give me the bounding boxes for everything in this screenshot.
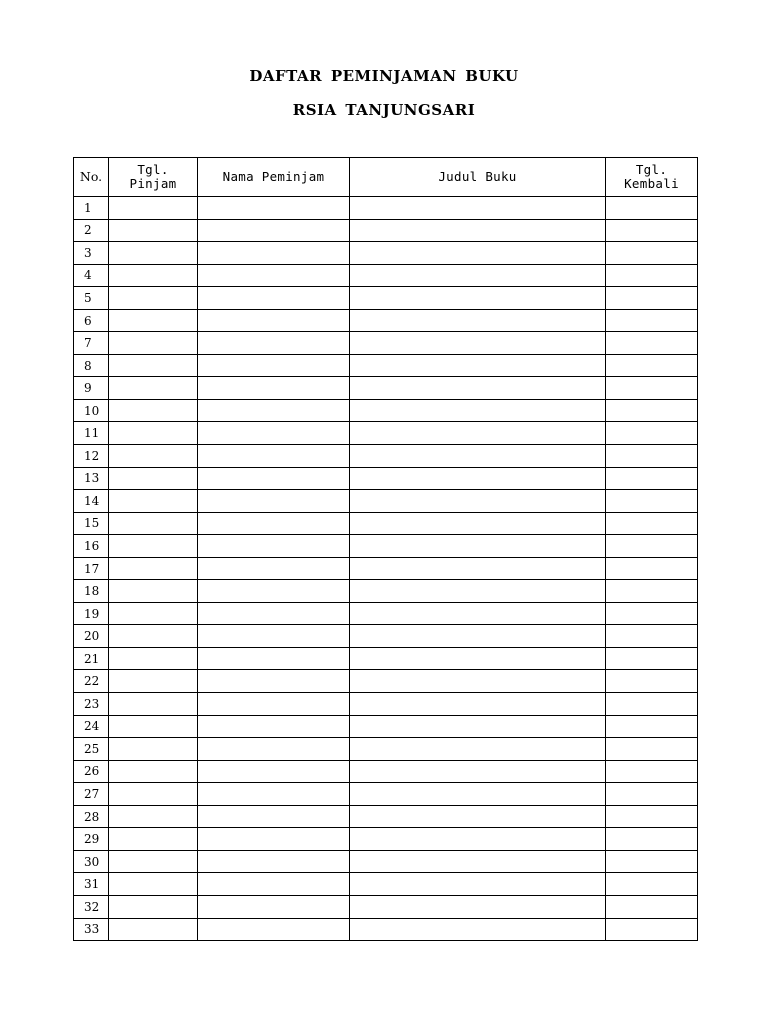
- cell-tgl-pinjam[interactable]: [109, 512, 198, 535]
- cell-tgl-kembali[interactable]: [606, 828, 698, 851]
- cell-tgl-pinjam[interactable]: [109, 918, 198, 941]
- cell-judul-buku[interactable]: [350, 197, 606, 220]
- table-row: [74, 557, 698, 580]
- row-number: 3: [74, 242, 109, 265]
- row-number: 10: [74, 399, 109, 422]
- cell-tgl-kembali[interactable]: [606, 422, 698, 445]
- cell-nama-peminjam[interactable]: [198, 264, 350, 287]
- cell-tgl-pinjam[interactable]: [109, 264, 198, 287]
- cell-judul-buku[interactable]: [350, 287, 606, 310]
- table-row: [74, 895, 698, 918]
- cell-judul-buku[interactable]: [350, 399, 606, 422]
- cell-nama-peminjam[interactable]: [198, 197, 350, 220]
- header-no: No.: [74, 158, 109, 197]
- cell-tgl-kembali[interactable]: [606, 783, 698, 806]
- cell-nama-peminjam[interactable]: [198, 354, 350, 377]
- table-row: [74, 490, 698, 513]
- cell-judul-buku[interactable]: [350, 805, 606, 828]
- cell-tgl-pinjam[interactable]: [109, 850, 198, 873]
- table-row: [74, 602, 698, 625]
- row-number: 12: [74, 445, 109, 468]
- table-row: [74, 805, 698, 828]
- row-number: 24: [74, 715, 109, 738]
- cell-tgl-pinjam[interactable]: [109, 219, 198, 242]
- cell-nama-peminjam[interactable]: [198, 399, 350, 422]
- table-row: [74, 873, 698, 896]
- table-row: [74, 287, 698, 310]
- cell-nama-peminjam[interactable]: [198, 422, 350, 445]
- cell-tgl-kembali[interactable]: [606, 715, 698, 738]
- cell-tgl-kembali[interactable]: [606, 512, 698, 535]
- cell-tgl-pinjam[interactable]: [109, 602, 198, 625]
- cell-nama-peminjam[interactable]: [198, 467, 350, 490]
- row-number: 26: [74, 760, 109, 783]
- cell-tgl-pinjam[interactable]: [109, 467, 198, 490]
- header-tgl-kembali: [606, 158, 698, 197]
- table-row: [74, 264, 698, 287]
- cell-tgl-pinjam[interactable]: [109, 535, 198, 558]
- row-number: 17: [74, 557, 109, 580]
- cell-tgl-pinjam[interactable]: [109, 738, 198, 761]
- row-number: 27: [74, 783, 109, 806]
- cell-nama-peminjam[interactable]: [198, 693, 350, 716]
- row-number: 18: [74, 580, 109, 603]
- cell-nama-peminjam[interactable]: [198, 850, 350, 873]
- cell-nama-peminjam[interactable]: [198, 918, 350, 941]
- table-row: [74, 377, 698, 400]
- cell-tgl-pinjam[interactable]: [109, 873, 198, 896]
- cell-judul-buku[interactable]: [350, 625, 606, 648]
- table-row: [74, 625, 698, 648]
- cell-nama-peminjam[interactable]: [198, 715, 350, 738]
- cell-tgl-kembali[interactable]: [606, 625, 698, 648]
- table-row: [74, 850, 698, 873]
- row-number: 31: [74, 873, 109, 896]
- row-number: 1: [74, 197, 109, 220]
- cell-tgl-pinjam[interactable]: [109, 287, 198, 310]
- cell-judul-buku[interactable]: [350, 490, 606, 513]
- cell-nama-peminjam[interactable]: [198, 895, 350, 918]
- cell-tgl-kembali[interactable]: [606, 467, 698, 490]
- table-row: [74, 467, 698, 490]
- cell-tgl-pinjam[interactable]: [109, 354, 198, 377]
- cell-nama-peminjam[interactable]: [198, 580, 350, 603]
- row-number: 7: [74, 332, 109, 355]
- cell-tgl-pinjam[interactable]: [109, 332, 198, 355]
- cell-tgl-pinjam[interactable]: [109, 828, 198, 851]
- cell-tgl-kembali[interactable]: [606, 242, 698, 265]
- cell-tgl-kembali[interactable]: [606, 670, 698, 693]
- table-row: [74, 242, 698, 265]
- cell-tgl-pinjam[interactable]: [109, 670, 198, 693]
- cell-tgl-kembali[interactable]: [606, 287, 698, 310]
- row-number: 13: [74, 467, 109, 490]
- cell-tgl-pinjam[interactable]: [109, 399, 198, 422]
- cell-nama-peminjam[interactable]: [198, 535, 350, 558]
- cell-tgl-kembali[interactable]: [606, 535, 698, 558]
- cell-tgl-kembali[interactable]: [606, 332, 698, 355]
- header-tgl-pinjam: [109, 158, 198, 197]
- table-body: [74, 197, 698, 941]
- table-row: [74, 715, 698, 738]
- cell-nama-peminjam[interactable]: [198, 647, 350, 670]
- row-number: 32: [74, 895, 109, 918]
- cell-nama-peminjam[interactable]: [198, 625, 350, 648]
- header-tgl-pinjam-line2: Pinjam: [129, 176, 177, 191]
- cell-tgl-pinjam[interactable]: [109, 490, 198, 513]
- cell-nama-peminjam[interactable]: [198, 332, 350, 355]
- cell-tgl-pinjam[interactable]: [109, 242, 198, 265]
- row-number: 29: [74, 828, 109, 851]
- cell-judul-buku[interactable]: [350, 242, 606, 265]
- table-row: [74, 647, 698, 670]
- row-number: 33: [74, 918, 109, 941]
- cell-tgl-kembali[interactable]: [606, 309, 698, 332]
- cell-tgl-pinjam[interactable]: [109, 557, 198, 580]
- cell-nama-peminjam[interactable]: [198, 828, 350, 851]
- table-row: [74, 422, 698, 445]
- row-number: 14: [74, 490, 109, 513]
- table-row: [74, 332, 698, 355]
- cell-tgl-kembali[interactable]: [606, 693, 698, 716]
- cell-judul-buku[interactable]: [350, 873, 606, 896]
- cell-judul-buku[interactable]: [350, 647, 606, 670]
- table-row: [74, 760, 698, 783]
- cell-judul-buku[interactable]: [350, 557, 606, 580]
- table-header-row: [74, 158, 698, 197]
- cell-judul-buku[interactable]: [350, 264, 606, 287]
- cell-nama-peminjam[interactable]: [198, 783, 350, 806]
- table-row: [74, 738, 698, 761]
- cell-judul-buku[interactable]: [350, 219, 606, 242]
- cell-tgl-pinjam[interactable]: [109, 625, 198, 648]
- table-row: [74, 783, 698, 806]
- cell-tgl-pinjam[interactable]: [109, 197, 198, 220]
- cell-judul-buku[interactable]: [350, 377, 606, 400]
- cell-judul-buku[interactable]: [350, 760, 606, 783]
- cell-tgl-kembali[interactable]: [606, 918, 698, 941]
- cell-nama-peminjam[interactable]: [198, 445, 350, 468]
- row-number: 4: [74, 264, 109, 287]
- table-row: [74, 309, 698, 332]
- table-row: [74, 580, 698, 603]
- cell-tgl-kembali[interactable]: [606, 760, 698, 783]
- table-row: [74, 354, 698, 377]
- header-tgl-kembali-line2: Kembali: [624, 176, 679, 191]
- row-number: 19: [74, 602, 109, 625]
- cell-judul-buku[interactable]: [350, 309, 606, 332]
- table-row: [74, 512, 698, 535]
- cell-judul-buku[interactable]: [350, 738, 606, 761]
- cell-judul-buku[interactable]: [350, 467, 606, 490]
- cell-judul-buku[interactable]: [350, 693, 606, 716]
- cell-nama-peminjam[interactable]: [198, 670, 350, 693]
- cell-tgl-pinjam[interactable]: [109, 377, 198, 400]
- cell-nama-peminjam[interactable]: [198, 760, 350, 783]
- row-number: 9: [74, 377, 109, 400]
- cell-judul-buku[interactable]: [350, 512, 606, 535]
- cell-tgl-kembali[interactable]: [606, 580, 698, 603]
- table-row: [74, 219, 698, 242]
- cell-judul-buku[interactable]: [350, 580, 606, 603]
- cell-tgl-kembali[interactable]: [606, 647, 698, 670]
- cell-tgl-pinjam[interactable]: [109, 895, 198, 918]
- header-tgl-pinjam-line1: Tgl.: [137, 162, 169, 177]
- cell-nama-peminjam[interactable]: [198, 377, 350, 400]
- table-row: [74, 197, 698, 220]
- header-tgl-kembali-line1: Tgl.: [635, 162, 668, 177]
- cell-judul-buku[interactable]: [350, 332, 606, 355]
- cell-tgl-kembali[interactable]: [606, 445, 698, 468]
- row-number: 11: [74, 422, 109, 445]
- cell-tgl-pinjam[interactable]: [109, 783, 198, 806]
- row-number: 5: [74, 287, 109, 310]
- table-row: [74, 670, 698, 693]
- cell-tgl-pinjam[interactable]: [109, 580, 198, 603]
- row-number: 2: [74, 219, 109, 242]
- cell-tgl-kembali[interactable]: [606, 850, 698, 873]
- cell-tgl-kembali[interactable]: [606, 602, 698, 625]
- cell-tgl-kembali[interactable]: [606, 399, 698, 422]
- cell-tgl-kembali[interactable]: [606, 490, 698, 513]
- cell-judul-buku[interactable]: [350, 535, 606, 558]
- cell-nama-peminjam[interactable]: [198, 738, 350, 761]
- cell-tgl-kembali[interactable]: [606, 873, 698, 896]
- cell-tgl-kembali[interactable]: [606, 219, 698, 242]
- row-number: 21: [74, 647, 109, 670]
- cell-tgl-pinjam[interactable]: [109, 445, 198, 468]
- cell-nama-peminjam[interactable]: [198, 242, 350, 265]
- cell-nama-peminjam[interactable]: [198, 557, 350, 580]
- cell-tgl-kembali[interactable]: [606, 805, 698, 828]
- cell-judul-buku[interactable]: [350, 670, 606, 693]
- cell-tgl-kembali[interactable]: [606, 738, 698, 761]
- cell-judul-buku[interactable]: [350, 602, 606, 625]
- row-number: 30: [74, 850, 109, 873]
- cell-judul-buku[interactable]: [350, 715, 606, 738]
- cell-nama-peminjam[interactable]: [198, 805, 350, 828]
- table-row: [74, 399, 698, 422]
- cell-tgl-kembali[interactable]: [606, 264, 698, 287]
- cell-tgl-pinjam[interactable]: [109, 693, 198, 716]
- cell-tgl-pinjam[interactable]: [109, 309, 198, 332]
- cell-tgl-pinjam[interactable]: [109, 805, 198, 828]
- row-number: 20: [74, 625, 109, 648]
- row-number: 25: [74, 738, 109, 761]
- header-nama-peminjam: Nama Peminjam: [198, 158, 350, 197]
- cell-tgl-pinjam[interactable]: [109, 647, 198, 670]
- row-number: 23: [74, 693, 109, 716]
- table-row: [74, 445, 698, 468]
- cell-tgl-kembali[interactable]: [606, 377, 698, 400]
- cell-judul-buku[interactable]: [350, 828, 606, 851]
- cell-nama-peminjam[interactable]: [198, 309, 350, 332]
- table-row: [74, 535, 698, 558]
- cell-tgl-pinjam[interactable]: [109, 715, 198, 738]
- cell-tgl-kembali[interactable]: [606, 354, 698, 377]
- cell-judul-buku[interactable]: [350, 918, 606, 941]
- cell-nama-peminjam[interactable]: [198, 219, 350, 242]
- cell-judul-buku[interactable]: [350, 422, 606, 445]
- cell-nama-peminjam[interactable]: [198, 287, 350, 310]
- cell-judul-buku[interactable]: [350, 445, 606, 468]
- row-number: 16: [74, 535, 109, 558]
- row-number: 28: [74, 805, 109, 828]
- cell-tgl-pinjam[interactable]: [109, 422, 198, 445]
- document-title: DAFTAR PEMINJAMAN BUKU: [249, 67, 519, 85]
- row-number: 6: [74, 309, 109, 332]
- row-number: 15: [74, 512, 109, 535]
- cell-tgl-pinjam[interactable]: [109, 760, 198, 783]
- table-row: [74, 918, 698, 941]
- cell-judul-buku[interactable]: [350, 354, 606, 377]
- cell-nama-peminjam[interactable]: [198, 602, 350, 625]
- row-number: 8: [74, 354, 109, 377]
- cell-tgl-kembali[interactable]: [606, 197, 698, 220]
- cell-judul-buku[interactable]: [350, 850, 606, 873]
- cell-nama-peminjam[interactable]: [198, 873, 350, 896]
- document-subtitle: RSIA TANJUNGSARI: [292, 101, 476, 119]
- cell-nama-peminjam[interactable]: [198, 490, 350, 513]
- cell-tgl-kembali[interactable]: [606, 557, 698, 580]
- cell-tgl-kembali[interactable]: [606, 895, 698, 918]
- cell-judul-buku[interactable]: [350, 895, 606, 918]
- cell-nama-peminjam[interactable]: [198, 512, 350, 535]
- cell-judul-buku[interactable]: [350, 783, 606, 806]
- header-judul-buku: Judul Buku: [350, 158, 606, 197]
- table-row: [74, 693, 698, 716]
- row-number: 22: [74, 670, 109, 693]
- loan-table: [73, 157, 698, 941]
- table-row: [74, 828, 698, 851]
